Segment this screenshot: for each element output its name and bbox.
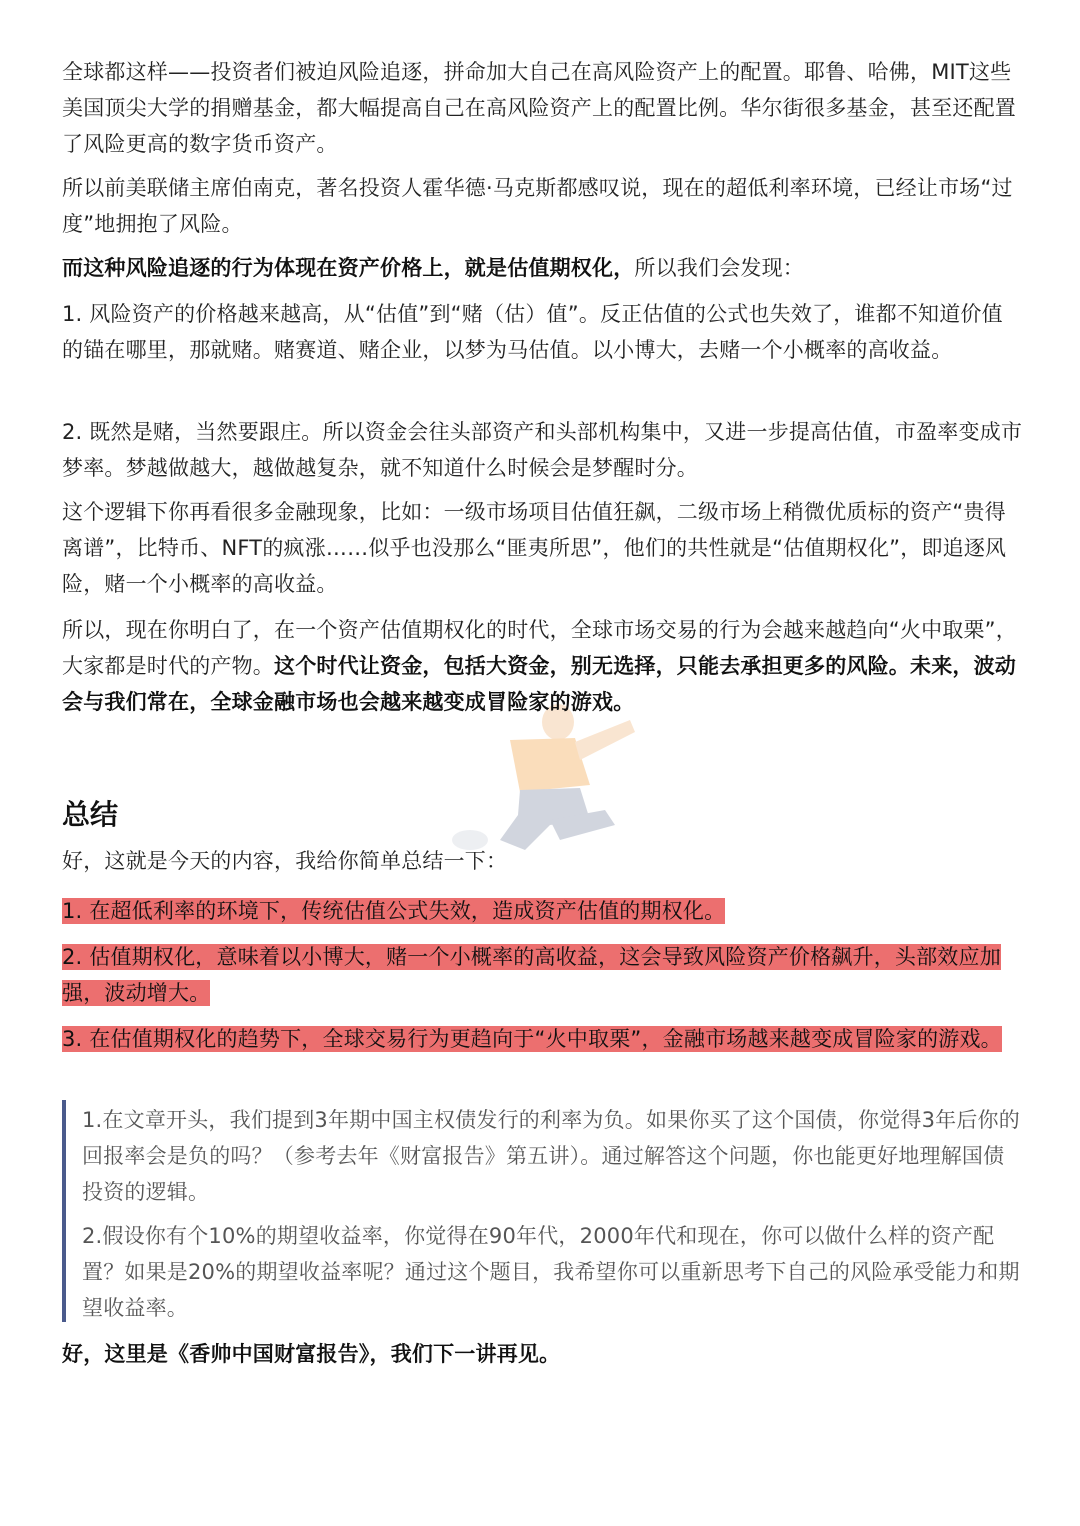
- paragraph-text: [62, 250, 1024, 286]
- paragraph-text: 全球都这样——投资者们被迫风险追逐，拼命加大自己在高风险资产上的配置。耶鲁、哈佛，MIT这些美国顶尖大学的捐赠基金，都大幅提高自己在高风险资产上的配置比例。华尔街很多基金，甚至还配置了风险更高的数字货币资产。: [62, 60, 1016, 156]
- paragraph-text: [62, 1336, 1024, 1372]
- highlighted-text: 2. 估值期权化，意味着以小博大，赌一个小概率的高收益，这会导致风险资产价格飙升，头部效应加强，波动增大。: [62, 945, 1001, 1005]
- paragraph-option-valuation: [62, 250, 1024, 286]
- bold-text: 这个时代让资金，包括大资金，别无选择，只能去承担更多的风险。未来，波动会与我们常在，全球金融市场也会越来越变成冒险家的游戏。: [62, 654, 1016, 714]
- summary-intro: [62, 843, 1024, 879]
- paragraph-conclusion: [62, 612, 1024, 720]
- paragraph-text: 1.在文章开头，我们提到3年期中国主权债发行的利率为负。如果你买了这个国债，你觉得3年后你的回报率会是负的吗？（参考去年《财富报告》第五讲）。通过解答这个问题，你也能更好地理解国债投资的逻辑。: [82, 1108, 1020, 1204]
- plain-text: 所以，现在你明白了，在一个资产估值期权化的时代，全球市场交易的行为会越来越趋向“火中取栗”，大家都是时代的产物。: [62, 618, 1017, 678]
- paragraph-text: 2.假设你有个10%的期望收益率，你觉得在90年代，2000年代和现在，你可以做什么样的资产配置？如果是20%的期望收益率呢？通过这个题目，我希望你可以重新思考下自己的风险承受能力和期望收益率。: [82, 1224, 1020, 1320]
- paragraph-text: 1. 风险资产的价格越来越高，从“估值”到“赌（估）值”。反正估值的公式也失效了，谁都不知道价值的锚在哪里，那就赌。赌赛道、赌企业，以梦为马估值。以小博大，去赌一个小概率的高收益。: [62, 302, 1003, 362]
- blockquote-questions: [62, 1100, 1028, 1322]
- paragraph-text: 2. 既然是赌，当然要跟庄。所以资金会往头部资产和头部机构集中，又进一步提高估值，市盈率变成市梦率。梦越做越大，越做越复杂，就不知道什么时候会是梦醒时分。: [62, 420, 1023, 480]
- paragraph-text: [62, 1021, 1024, 1057]
- running-figure-icon: [440, 700, 640, 860]
- summary-title: 总结: [62, 798, 119, 831]
- closing-line: [62, 1336, 1024, 1372]
- paragraph-phenomena: [62, 494, 1024, 602]
- question-2: [66, 1218, 1024, 1326]
- paragraph-global-risk: [62, 54, 1024, 162]
- paragraph-text: 好，这就是今天的内容，我给你简单总结一下：: [62, 849, 508, 873]
- question-1: [66, 1102, 1024, 1210]
- highlighted-text: 3. 在估值期权化的趋势下，全球交易行为更趋向于“火中取栗”，金融市场越来越变成冒险家的游戏。: [62, 1027, 1002, 1051]
- summary-item-1: [62, 893, 1024, 929]
- paragraph-bernanke: [62, 170, 1024, 242]
- paragraph-text: [62, 939, 1024, 1011]
- list-item-1: [62, 296, 1024, 368]
- summary-item-3: [62, 1021, 1024, 1057]
- summary-item-2: [62, 939, 1024, 1011]
- paragraph-text: 这个逻辑下你再看很多金融现象，比如：一级市场项目估值狂飙，二级市场上稍微优质标的资产“贵得离谱”，比特币、NFT的疯涨……似乎也没那么“匪夷所思”，他们的共性就是“估值期权化”，即追逐风险，赌一个小概率的高收益。: [62, 500, 1007, 596]
- highlighted-text: 1. 在超低利率的环境下，传统估值公式失效，造成资产估值的期权化。: [62, 899, 726, 923]
- paragraph-text: [62, 893, 1024, 929]
- bold-text: 而这种风险追逐的行为体现在资产价格上，就是估值期权化，: [62, 256, 635, 280]
- bold-text: 好，这里是《香帅中国财富报告》，我们下一讲再见。: [62, 1342, 561, 1366]
- plain-text: 所以我们会发现：: [634, 256, 805, 280]
- list-item-2: [62, 414, 1024, 486]
- section-heading: [62, 795, 1024, 835]
- paragraph-text: 所以前美联储主席伯南克，著名投资人霍华德·马克斯都感叹说，现在的超低利率环境，已经让市场“过度”地拥抱了风险。: [62, 176, 1013, 236]
- paragraph-text: [62, 612, 1024, 720]
